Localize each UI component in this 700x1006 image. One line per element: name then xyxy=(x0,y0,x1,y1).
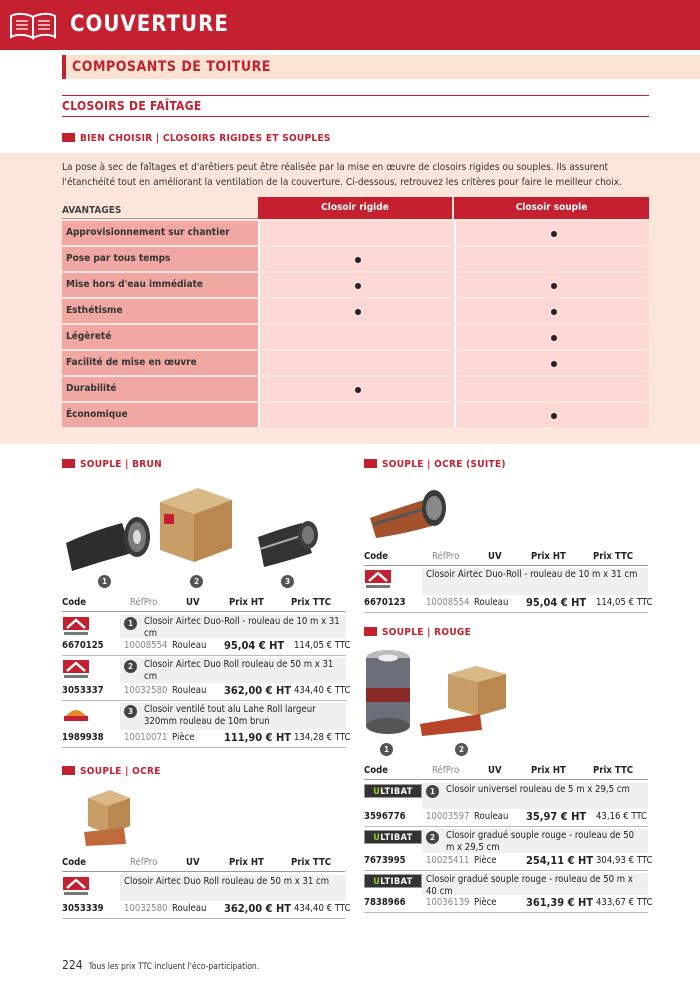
ubbink-logo xyxy=(62,616,90,638)
product-row xyxy=(364,566,653,613)
product-row xyxy=(62,701,351,748)
comparison-row xyxy=(62,403,649,427)
item-number-badge: 2 xyxy=(124,660,137,673)
col-uv: UV xyxy=(488,765,502,776)
product-ht: 35,97 € HT xyxy=(526,810,587,823)
photo-number-3: 3 xyxy=(281,575,294,588)
check-dot-icon xyxy=(551,309,557,315)
col-ht: Prix HT xyxy=(531,765,566,776)
advantage-label: Économique xyxy=(62,403,258,427)
col-code: Code xyxy=(62,597,87,608)
product-uv: Pièce xyxy=(172,732,195,743)
product-uv: Pièce xyxy=(474,897,497,908)
col-code: Code xyxy=(62,857,87,868)
product-ref: 10010071 xyxy=(124,732,168,743)
product-row xyxy=(364,871,653,913)
brun-title: SOUPLE | BRUN xyxy=(80,459,162,470)
col-rigide-header: Closoir rigide xyxy=(258,197,452,219)
souple-cell xyxy=(454,247,649,271)
product-description: Closoir universel rouleau de 5 m x 29,5 cm xyxy=(446,784,630,795)
product-ref: 10008554 xyxy=(124,640,168,651)
product-description: Closoir Airtec Duo Roll rouleau de 50 m x 31 cm xyxy=(144,659,334,682)
brun-heading xyxy=(62,459,162,470)
book-icon xyxy=(8,11,58,41)
product-ttc: 434,40 € TTC xyxy=(294,903,351,914)
subsection-title: CLOSOIRS DE FAÎTAGE xyxy=(62,99,202,113)
divider xyxy=(62,871,345,872)
check-dot-icon xyxy=(355,257,361,263)
rigide-cell xyxy=(258,377,454,401)
product-row xyxy=(364,827,653,871)
product-uv: Rouleau xyxy=(172,640,207,651)
advantage-label: Esthétisme xyxy=(62,299,258,323)
intro-text: La pose à sec de faîtages et d'arêtiers peut être réalisée par la mise en œuvre de closoirs rigides ou souples. Ils assurent l'étanchéité tout en améliorant la ventilation de la couverture. Ci-dessous, retrouvez les critères pour faire le meilleur choix. xyxy=(62,162,622,188)
divider xyxy=(62,218,258,219)
product-description: Closoir ventilé tout alu Lahe Roll largeur 320mm rouleau de 10m brun xyxy=(144,704,316,727)
check-dot-icon xyxy=(551,413,557,419)
product-code: 3596776 xyxy=(364,811,406,822)
col-ht: Prix HT xyxy=(229,597,264,608)
item-number-badge: 2 xyxy=(426,831,439,844)
product-code: 6670125 xyxy=(62,640,104,651)
ubbink-logo xyxy=(62,876,90,898)
terreal-logo xyxy=(62,704,90,726)
check-dot-icon xyxy=(355,387,361,393)
product-ref: 10025411 xyxy=(426,855,470,866)
advantage-label: Approvisionnement sur chantier xyxy=(62,221,258,245)
product-code: 3053339 xyxy=(62,903,104,914)
product-ht: 111,90 € HT xyxy=(224,731,291,744)
product-ht: 254,11 € HT xyxy=(526,854,593,867)
advantage-label: Facilité de mise en œuvre xyxy=(62,351,258,375)
product-ht: 362,00 € HT xyxy=(224,902,291,915)
col-ref: RéfPro xyxy=(130,597,158,608)
product-ht: 95,04 € HT xyxy=(526,596,587,609)
souple-cell xyxy=(454,351,649,375)
product-uv: Rouleau xyxy=(474,597,509,608)
souple-cell xyxy=(454,221,649,245)
item-number-badge: 1 xyxy=(426,785,439,798)
comparison-row xyxy=(62,351,649,375)
rigide-cell xyxy=(258,247,454,271)
product-uv: Rouleau xyxy=(172,685,207,696)
col-ttc: Prix TTC xyxy=(291,857,332,868)
product-photo-3 xyxy=(256,513,322,569)
col-code: Code xyxy=(364,551,389,562)
product-ref: 10032580 xyxy=(124,903,168,914)
ubbink-logo xyxy=(364,569,392,591)
rigide-cell xyxy=(258,221,454,245)
rouge-heading xyxy=(364,627,471,638)
product-description: Closoir Airtec Duo Roll rouleau de 50 m x 31 cm xyxy=(124,876,330,887)
product-description: Closoir Airtec Duo-Roll - rouleau de 10 m x 31 cm xyxy=(144,616,340,639)
product-ref: 10003597 xyxy=(426,811,470,822)
product-code: 7673995 xyxy=(364,855,406,866)
footer-note: Tous les prix TTC incluent l'éco-participation. xyxy=(88,962,260,972)
product-ttc: 434,40 € TTC xyxy=(294,685,351,696)
col-uv: UV xyxy=(186,597,200,608)
divider xyxy=(364,912,648,913)
rigide-cell xyxy=(258,403,454,427)
divider xyxy=(364,612,648,613)
product-row xyxy=(364,781,648,827)
product-code: 3053337 xyxy=(62,685,104,696)
advantage-label: Durabilité xyxy=(62,377,258,401)
comparison-row xyxy=(62,273,649,297)
ocre-heading xyxy=(62,766,161,777)
rigide-cell xyxy=(258,273,454,297)
col-uv: UV xyxy=(186,857,200,868)
product-photo-rouge-2 xyxy=(418,664,512,738)
rouge-title: SOUPLE | ROUGE xyxy=(382,627,472,638)
check-dot-icon xyxy=(551,231,557,237)
page-number: 224 xyxy=(62,958,83,972)
product-ttc: 134,28 € TTC xyxy=(294,732,351,743)
comparison-row xyxy=(62,377,649,401)
item-number-badge: 3 xyxy=(124,705,137,718)
photo-number-1: 1 xyxy=(98,575,111,588)
col-ht: Prix HT xyxy=(229,857,264,868)
ubbink-logo xyxy=(62,659,90,681)
product-row xyxy=(62,613,351,656)
souple-cell xyxy=(454,299,649,323)
divider xyxy=(62,116,649,117)
comparison-row xyxy=(62,325,649,349)
photo-number-1: 1 xyxy=(380,743,393,756)
check-dot-icon xyxy=(355,309,361,315)
col-ref: RéfPro xyxy=(432,551,460,562)
divider xyxy=(62,918,346,919)
advantage-label: Mise hors d'eau immédiate xyxy=(62,273,258,297)
section-title: COMPOSANTS DE TOITURE xyxy=(72,59,271,75)
section-header xyxy=(62,55,700,79)
footer xyxy=(62,958,259,972)
product-uv: Pièce xyxy=(474,855,497,866)
item-number-badge: 1 xyxy=(124,617,137,630)
comparison-row xyxy=(62,247,649,271)
rigide-cell xyxy=(258,325,454,349)
check-dot-icon xyxy=(551,361,557,367)
product-photo-ocre-suite xyxy=(368,484,452,540)
comparison-row xyxy=(62,221,649,245)
divider xyxy=(62,747,346,748)
product-ht: 361,39 € HT xyxy=(526,896,593,909)
comparison-row xyxy=(62,299,649,323)
product-ttc: 114,05 € TTC xyxy=(294,640,351,651)
col-ttc: Prix TTC xyxy=(593,765,634,776)
divider xyxy=(364,779,648,780)
col-ttc: Prix TTC xyxy=(593,551,634,562)
col-souple-header: Closoir souple xyxy=(454,197,649,219)
product-ref: 10036139 xyxy=(426,897,470,908)
ultibat-logo: ULTIBAT xyxy=(364,830,422,844)
col-ref: RéfPro xyxy=(130,857,158,868)
souple-cell xyxy=(454,325,649,349)
rigide-cell xyxy=(258,299,454,323)
rigide-cell xyxy=(258,351,454,375)
page-title: COUVERTURE xyxy=(70,12,229,37)
product-ttc: 43,16 € TTC xyxy=(596,811,648,822)
photo-number-2: 2 xyxy=(190,575,203,588)
choose-heading xyxy=(62,133,331,144)
product-photo-1 xyxy=(62,505,154,575)
product-description: Closoir gradué souple rouge - rouleau de 50 m x 40 cm xyxy=(426,874,633,897)
ocre-title: SOUPLE | OCRE xyxy=(80,766,161,777)
check-dot-icon xyxy=(551,283,557,289)
photo-number-2: 2 xyxy=(455,743,468,756)
col-ttc: Prix TTC xyxy=(291,597,332,608)
product-ttc: 433,67 € TTC xyxy=(596,897,653,908)
divider xyxy=(62,611,345,612)
product-ht: 95,04 € HT xyxy=(224,639,285,652)
check-dot-icon xyxy=(551,335,557,341)
choose-label: BIEN CHOISIR | CLOSOIRS RIGIDES ET SOUPLES xyxy=(80,133,331,144)
col-ht: Prix HT xyxy=(531,551,566,562)
advantage-label: Pose par tous temps xyxy=(62,247,258,271)
divider xyxy=(62,95,649,96)
souple-cell xyxy=(454,273,649,297)
product-photo-2 xyxy=(158,484,234,564)
product-photo-rouge-1 xyxy=(364,648,412,738)
souple-cell xyxy=(454,403,649,427)
souple-cell xyxy=(454,377,649,401)
ultibat-logo: ULTIBAT xyxy=(364,874,422,888)
product-description: Closoir gradué souple rouge - rouleau de 50 m x 29,5 cm xyxy=(446,830,635,853)
product-uv: Rouleau xyxy=(172,903,207,914)
product-ttc: 114,05 € TTC xyxy=(596,597,653,608)
ultibat-logo: ULTIBAT xyxy=(364,784,422,798)
product-code: 1989938 xyxy=(62,732,104,743)
product-ref: 10032580 xyxy=(124,685,168,696)
product-photo-ocre xyxy=(84,788,134,848)
advantage-label: Légèreté xyxy=(62,325,258,349)
header-bar xyxy=(0,0,700,50)
ocre-suite-heading xyxy=(364,459,506,470)
product-row xyxy=(62,873,351,919)
col-uv: UV xyxy=(488,551,502,562)
product-ttc: 304,93 € TTC xyxy=(596,855,653,866)
product-code: 6670123 xyxy=(364,597,406,608)
col-ref: RéfPro xyxy=(432,765,460,776)
ocre-suite-title: SOUPLE | OCRE (SUITE) xyxy=(382,459,506,470)
product-row xyxy=(62,656,351,701)
col-code: Code xyxy=(364,765,389,776)
product-ref: 10008554 xyxy=(426,597,470,608)
product-code: 7838966 xyxy=(364,897,406,908)
advantages-header: AVANTAGES xyxy=(62,205,122,216)
product-ht: 362,00 € HT xyxy=(224,684,291,697)
check-dot-icon xyxy=(355,283,361,289)
product-uv: Rouleau xyxy=(474,811,509,822)
product-description: Closoir Airtec Duo-Roll - rouleau de 10 m x 31 cm xyxy=(426,569,638,580)
